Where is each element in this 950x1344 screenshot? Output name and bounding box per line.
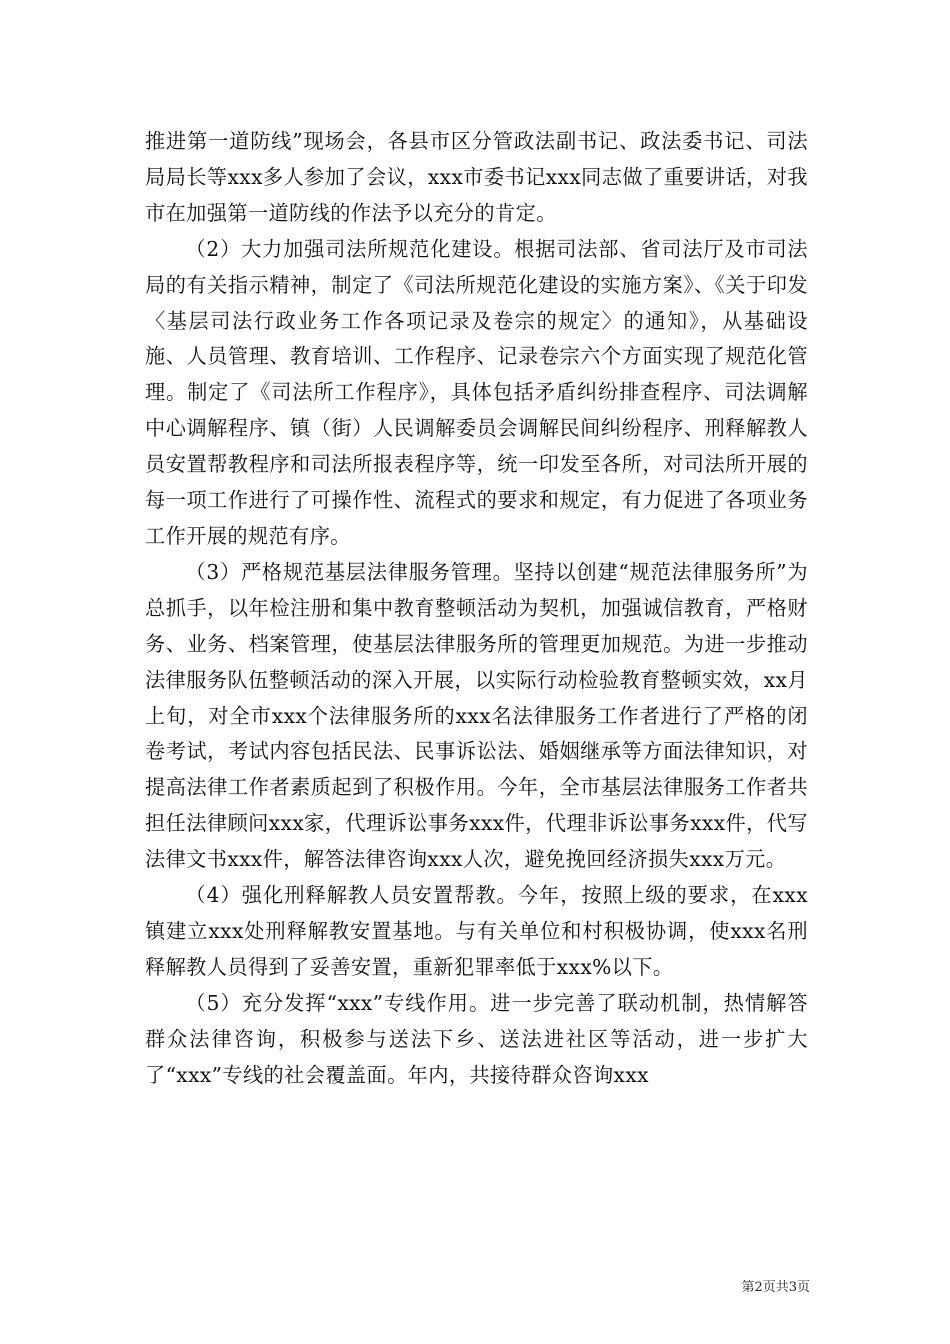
document-body bbox=[145, 124, 808, 1093]
paragraph-item-3: （3）严格规范基层法律服务管理。坚持以创建“规范法律服务所”为总抓手，以年检注册和集中教育整顿活动为契机，加强诚信教育，严格财务、业务、档案管理，使基层法律服务所的管理更加规范。为进一步推动法律服务队伍整顿活动的深入开展，以实际行动检验教育整顿实效，xx月上旬，对全市xxx个法律服务所的xxx名法律服务工作者进行了严格的闭卷考试，考试内容包括民法、民事诉讼法、婚姻继承等方面法律知识，对提高法律工作者素质起到了积极作用。今年，全市基层法律服务工作者共担任法律顾问xxx家，代理诉讼事务xxx件，代理非诉讼事务xxx件，代写法律文书xxx件，解答法律咨询xxx人次，避免挽回经济损失xxx万元。 bbox=[145, 559, 808, 872]
paragraph-item-2: （2）大力加强司法所规范化建设。根据司法部、省司法厅及市司法局的有关指示精神，制定了《司法所规范化建设的实施方案》、《关于印发〈基层司法行政业务工作各项记录及卷宗的规定〉的通知》，从基础设施、人员管理、教育培训、工作程序、记录卷宗六个方面实现了规范化管理。制定了《司法所工作程序》，具体包括矛盾纠纷排查程序、司法调解中心调解程序、镇（街）人民调解委员会调解民间纠纷程序、刑释解教人员安置帮教程序和司法所报表程序等，统一印发至各所，对司法所开展的每一项工作进行了可操作性、流程式的要求和规定，有力促进了各项业务工作开展的规范有序。 bbox=[145, 236, 808, 548]
paragraph-item-4: （4）强化刑释解教人员安置帮教。今年，按照上级的要求，在xxx镇建立xxx处刑释解教安置基地。与有关单位和村积极协调，使xxx名刑释解教人员得到了妥善安置，重新犯罪率低于xxx%以下。 bbox=[145, 883, 808, 979]
paragraph-continuation: 推进第一道防线”现场会，各县市区分管政法副书记、政法委书记、司法局局长等xxx多人参加了会议，xxx市委书记xxx同志做了重要讲话，对我市在加强第一道防线的作法予以充分的肯定。 bbox=[145, 129, 808, 225]
page-number: 第2页共3页 bbox=[741, 1280, 810, 1295]
paragraph-item-5: （5）充分发挥“xxx”专线作用。进一步完善了联动机制，热情解答群众法律咨询，积极参与送法下乡、送法进社区等活动，进一步扩大了“xxx”专线的社会覆盖面。年内，共接待群众咨询xxx bbox=[145, 990, 808, 1087]
